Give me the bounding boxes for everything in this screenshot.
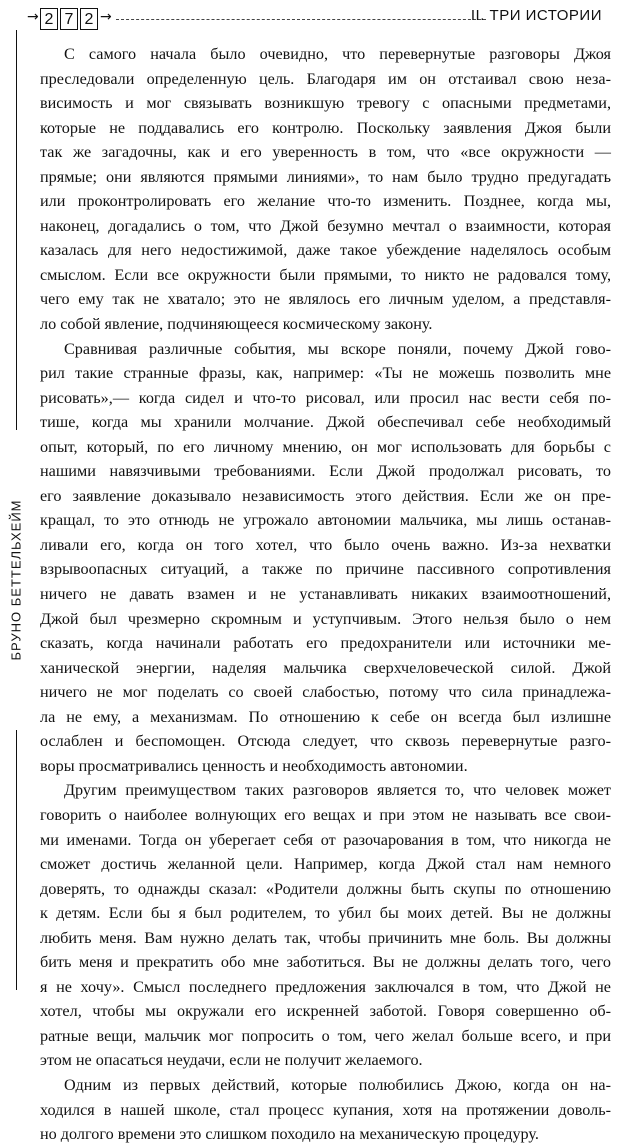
text-line: ослаблен и беспомощен. Отсюда следует, что сквозь перевернутые разго-: [40, 732, 611, 751]
text-line: сможет достичь желанной цели. Например, когда Джой стал нам немного: [40, 855, 611, 874]
text-line: говорить о наиболее волнующих его вещах и при этом не называть все свои-: [40, 805, 611, 824]
text-line: С самого начала было очевидно, что перевернутые разговоры Джоя: [64, 45, 611, 63]
text-line: висимость и мог связывать возникшую тревогу с опасными предметами,: [40, 94, 611, 113]
running-head: II. ТРИ ИСТОРИИ: [470, 7, 602, 24]
text-line: взрывоопасных ситуаций, а также по причине пассивного сопротивления: [40, 560, 611, 579]
text-line: Другим преимуществом таких разговоров является то, что человек может: [64, 781, 611, 800]
text-line: Джой был чрезмерно скромным и уступчивым. Этого нельзя было о нем: [40, 609, 611, 628]
text-line: нашими навязчивыми требованиями. Если Джой продолжал рисовать, то: [40, 462, 611, 481]
text-line: так же загадочны, как и его уверенность в том, что «все окружности —: [40, 143, 611, 162]
text-line: смыслом. Если все окружности были прямыми, то никто не радовался тому,: [40, 265, 611, 284]
text-line: ливали его, когда он того хотел, что было очень важно. Из-за нехватки: [40, 535, 611, 554]
text-line: этом не опасаться неудачи, если не получит желаемого.: [40, 1051, 423, 1070]
arrow-right-icon: →: [100, 9, 112, 25]
paragraph: [40, 778, 611, 1073]
text-line: чего ему так не хватало; это не являлось его личным уделом, а представля-: [40, 290, 611, 309]
arrow-left-icon: →: [27, 9, 39, 25]
text-line: Сравнивая различные события, мы вскоре поняли, почему Джой гово-: [64, 339, 611, 358]
page-header: [0, 0, 620, 34]
text-line: ло собой явление, подчиняющееся космическому закону.: [40, 315, 433, 334]
page-number-digit: 2: [40, 8, 58, 30]
text-line: ничего не мог поделать со своей слабостью, потому что сила принадлежа-: [40, 683, 611, 702]
text-line: прямые; они являются прямыми линиями», то нам было трудно предугадать: [40, 167, 611, 186]
text-line: преследовали определенную цель. Благодаря им он отстаивал свою неза-: [40, 69, 611, 88]
side-author-wrap: [0, 430, 32, 730]
text-line: наконец, догадались о том, что Джой безумно мечтал о взаимности, которая: [40, 216, 611, 235]
paragraph: [40, 1073, 611, 1147]
text-line: к детям. Если бы я был родителем, то убил бы моих детей. Вы не должны: [40, 904, 611, 923]
text-line: его заявление доказывало независимость этого действия. Если же он пре-: [40, 486, 611, 505]
text-line: ла не ему, а механизмам. По отношению к себе он всегда был излишне: [40, 707, 611, 726]
paragraph: [40, 337, 611, 779]
text-line: или проконтролировать его желание что-то изменить. Позднее, когда мы,: [40, 192, 611, 211]
text-line: воры просматривались ценность и необходимость автономии.: [40, 756, 468, 775]
text-line: опыт, который, по его личному мнению, он мог использовать для борьбы с: [40, 437, 611, 456]
text-line: тише, когда мы хранили молчание. Джой обеспечивал себе необходимый: [40, 413, 611, 432]
page-number-digit: 7: [60, 8, 78, 30]
text-line: ратные вещи, мальчик мог попросить о том, чего желал больше всего, и при: [40, 1026, 611, 1045]
text-line: сказать, когда начинали работать его предохранители или источники ме-: [40, 634, 611, 653]
text-line: ходился в нашей школе, стал процесс купания, хотя на протяжении доволь-: [40, 1100, 611, 1119]
text-line: рил такие странные фразы, как, например: «Ты не можешь позволить мне: [40, 364, 611, 383]
text-line: Одним из первых действий, которые полюбились Джою, когда он на-: [64, 1075, 611, 1094]
body-text: [40, 42, 611, 1147]
text-line: кращал, то это отнюдь не угрожало автономии мальчика, мы лишь останав-: [40, 511, 611, 530]
text-line: которые не поддавались его контролю. Поскольку заявления Джоя были: [40, 118, 611, 137]
text-line: доверять, то однажды сказал: «Родители должны быть скупы по отношению: [40, 879, 611, 898]
text-line: но долгого времени это слишком походило на механическую процедуру.: [40, 1125, 539, 1144]
text-line: бить меня и прекратить обо мне заботиться. Вы не должны делать того, чего: [40, 953, 611, 972]
page-number-digit: 2: [80, 8, 98, 30]
side-author: БРУНО БЕТТЕЛЬХЕЙМ: [8, 499, 24, 661]
text-line: ми именами. Тогда он уберегает себя от разочарования в том, что никогда не: [40, 830, 611, 849]
text-line: рисовать»,— когда сидел и что-то рисовал, или просил нас вести себя по-: [40, 388, 611, 407]
text-line: ханической энергии, наделяя мальчика сверхчеловеческой силой. Джой: [40, 658, 611, 677]
text-line: казалась для него недостижимой, даже такое убеждение наделялось особым: [40, 241, 611, 260]
text-line: ничего не давать взамен и не устанавливать никаких взаимоотношений,: [40, 585, 611, 604]
text-line: я не хочу». Смысл последнего предложения заключался в том, что Джой не: [40, 977, 611, 996]
paragraph: [40, 42, 611, 337]
text-line: любить меня. Вам нужно делать так, чтобы причинить мне боль. Вы должны: [40, 928, 611, 947]
header-divider: [116, 19, 486, 20]
text-line: хотел, чтобы мы окружали его искренней заботой. Говоря совершенно об-: [40, 1002, 611, 1021]
